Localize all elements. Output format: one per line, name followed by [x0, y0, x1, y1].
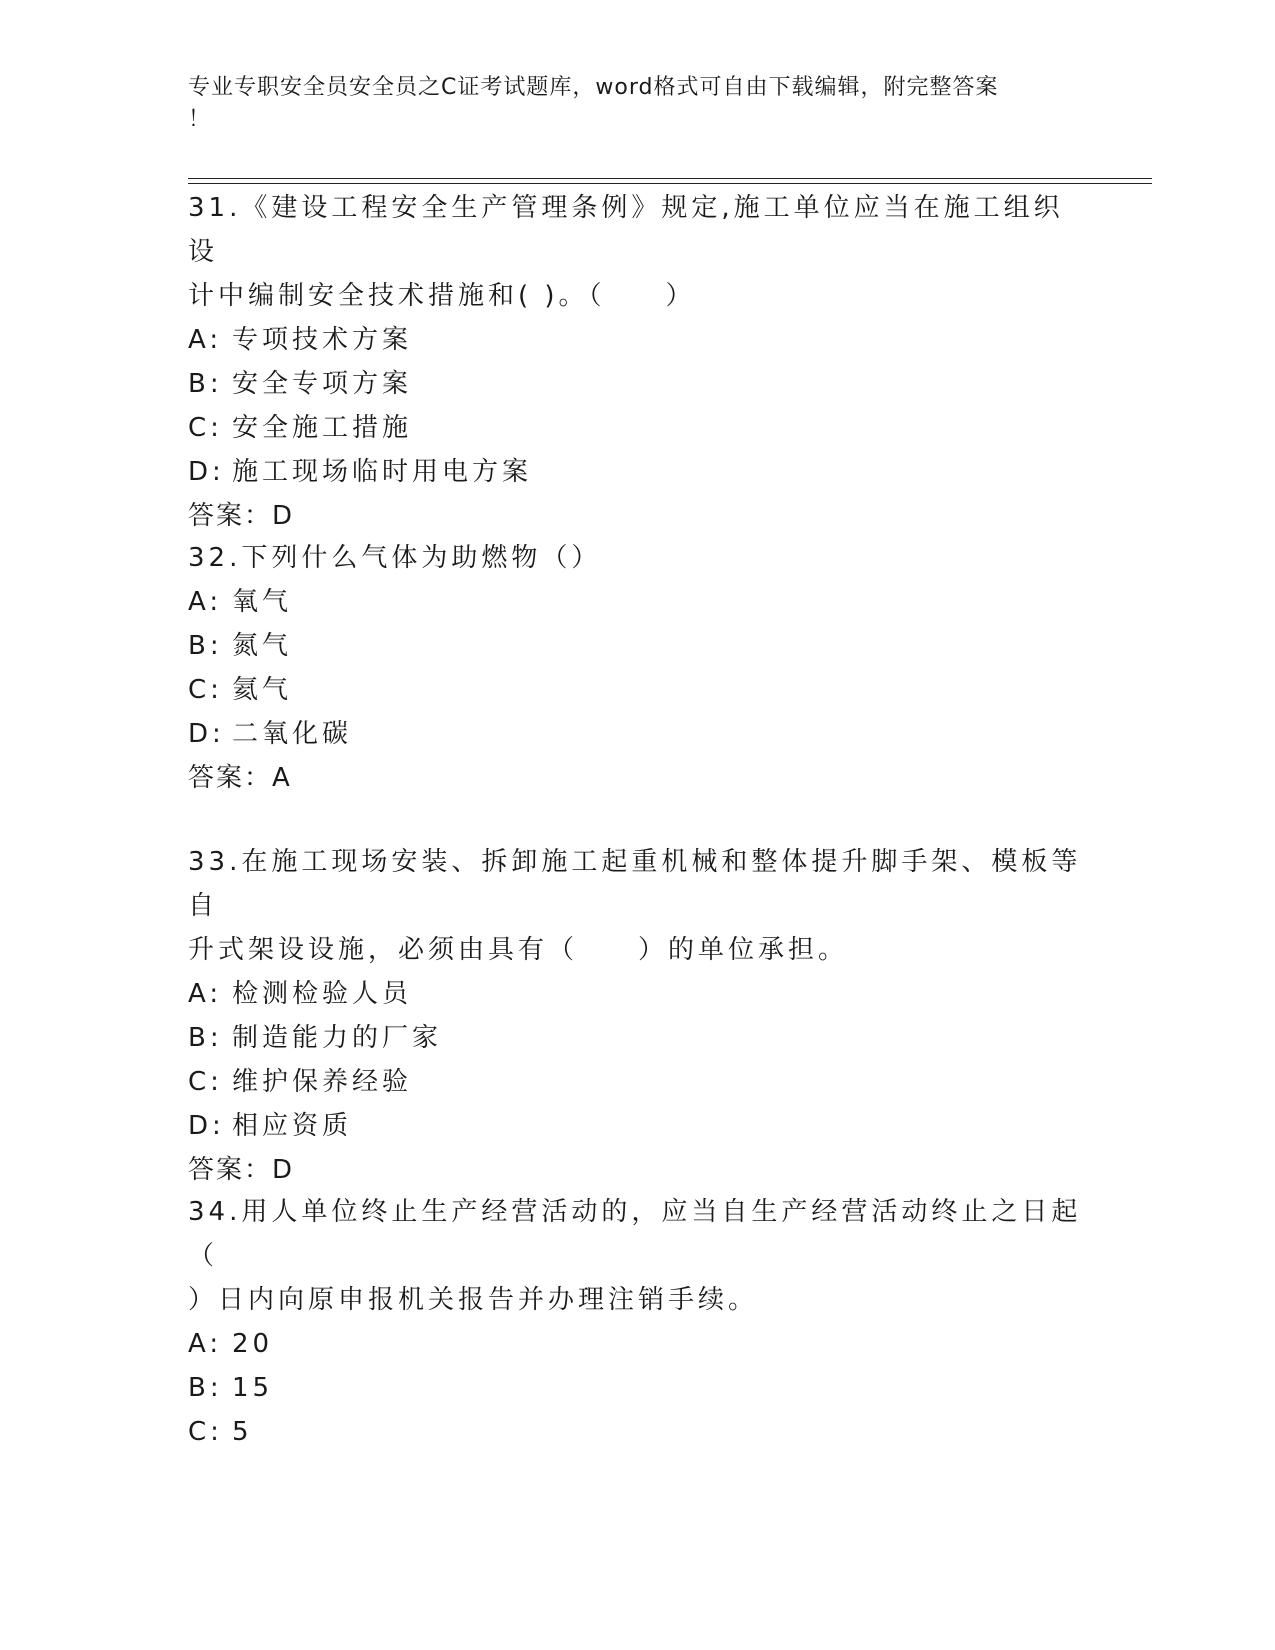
option-b [188, 624, 1088, 668]
question-text-continued: ）日内向原申报机关报告并办理注销手续。 [188, 1285, 759, 1315]
option-a [188, 1322, 1088, 1366]
option-text: 安全专项方案 [232, 369, 413, 399]
option-text: 施工现场临时用电方案 [232, 457, 533, 487]
question-text: 31.《建设工程安全生产管理条例》规定,施工单位应当在施工组织设 [188, 193, 1064, 267]
question-32 [188, 536, 1088, 800]
option-key: C: [188, 413, 223, 443]
answer: 答案：D [188, 501, 295, 531]
option-text: 二氧化碳 [232, 719, 353, 749]
option-text: 20 [232, 1329, 274, 1359]
question-33 [188, 840, 1088, 1192]
option-text: 氧气 [232, 587, 293, 617]
option-text: 维护保养经验 [232, 1067, 413, 1097]
option-a [188, 972, 1088, 1016]
question-text: 33.在施工现场安装、拆卸施工起重机械和整体提升脚手架、模板等自 [188, 847, 1082, 921]
header-divider-top [188, 178, 1152, 179]
option-a [188, 318, 1088, 362]
option-key: D: [188, 457, 225, 487]
option-d [188, 712, 1088, 756]
option-c [188, 1410, 1088, 1454]
answer: 答案：A [188, 763, 292, 793]
document-title: 专业专职安全员安全员之C证考试题库，word格式可自由下载编辑，附完整答案 [188, 75, 999, 100]
document-header [188, 72, 1078, 136]
option-key: D: [188, 719, 225, 749]
option-d [188, 1104, 1088, 1148]
option-b [188, 1366, 1088, 1410]
option-text: 安全施工措施 [232, 413, 413, 443]
option-key: A: [188, 979, 223, 1009]
option-b [188, 362, 1088, 406]
option-text: 氮气 [232, 631, 293, 661]
option-c [188, 406, 1088, 450]
question-34 [188, 1190, 1088, 1454]
option-key: C: [188, 1417, 223, 1447]
header-divider-bottom [188, 183, 1152, 184]
option-c [188, 1060, 1088, 1104]
option-key: D: [188, 1111, 225, 1141]
option-d [188, 450, 1088, 494]
option-key: B: [188, 631, 223, 661]
option-text: 氦气 [232, 675, 293, 705]
option-text: 专项技术方案 [232, 325, 413, 355]
option-key: C: [188, 1067, 223, 1097]
question-text-continued: 计中编制安全技术措施和( )。（ ） [188, 281, 696, 311]
question-31 [188, 186, 1088, 538]
option-key: B: [188, 369, 223, 399]
option-c [188, 668, 1088, 712]
document-title-tail: ！ [188, 107, 212, 132]
question-text-continued: 升式架设设施，必须由具有（ ）的单位承担。 [188, 935, 849, 965]
question-text: 34.用人单位终止生产经营活动的，应当自生产经营活动终止之日起（ [188, 1197, 1082, 1271]
option-a [188, 580, 1088, 624]
option-text: 检测检验人员 [232, 979, 413, 1009]
option-text: 制造能力的厂家 [232, 1023, 443, 1053]
option-text: 15 [232, 1373, 274, 1403]
option-key: B: [188, 1023, 223, 1053]
option-key: B: [188, 1373, 223, 1403]
option-text: 5 [232, 1417, 253, 1447]
option-key: A: [188, 587, 223, 617]
option-key: C: [188, 675, 223, 705]
option-key: A: [188, 325, 223, 355]
question-text: 32.下列什么气体为助燃物（） [188, 543, 602, 573]
option-b [188, 1016, 1088, 1060]
answer: 答案：D [188, 1155, 295, 1185]
option-text: 相应资质 [232, 1111, 353, 1141]
option-key: A: [188, 1329, 223, 1359]
